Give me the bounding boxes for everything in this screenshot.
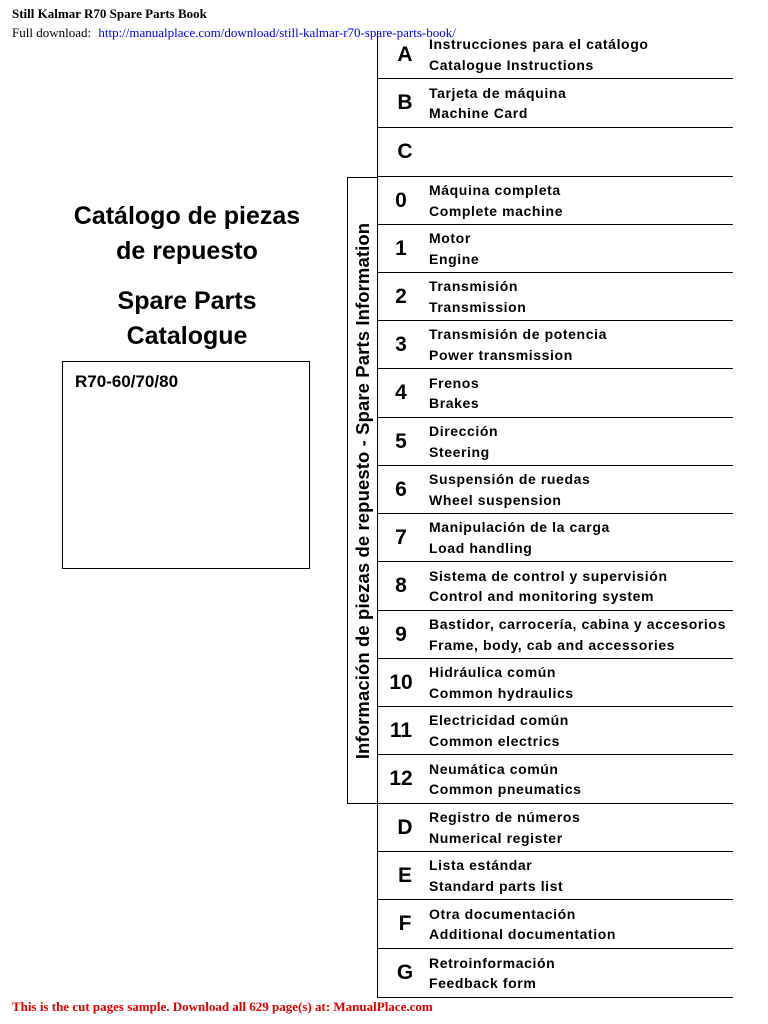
section-row[interactable] [377,611,733,659]
section-row[interactable] [377,900,733,949]
catalogue-title-english [62,284,312,354]
section-label-es: Hidráulica común [429,664,557,680]
section-key: 1 [395,236,407,260]
download-link[interactable]: http://manualplace.com/download/still-kalmar-r70-spare-parts-book/ [98,25,456,40]
title-en-line1: Spare Parts [117,287,257,315]
section-label-en: Control and monitoring system [429,588,655,604]
section-label-es: Bastidor, carrocería, cabina y accesorios [429,616,726,632]
section-labels [429,31,649,78]
section-key: F [398,912,412,935]
section-row[interactable] [377,177,733,225]
section-label-en: Common pneumatics [429,781,582,797]
section-label-en: Frame, body, cab and accessories [429,636,676,653]
section-labels [429,466,590,513]
section-key: 10 [389,670,413,694]
section-label-en: Steering [429,443,490,460]
vertical-section-label: Información de piezas de repuesto - Spare Parts Information [352,222,373,759]
section-label-es: Tarjeta de máquina [429,84,567,101]
section-label-es: Transmisión [429,278,519,294]
download-label: Full download: [12,25,92,40]
section-label-en: Brakes [429,395,480,411]
title-es-line2: de repuesto [116,237,258,265]
section-row[interactable] [377,369,733,418]
section-key: E [397,863,412,887]
section-row[interactable] [377,128,733,177]
section-labels [429,804,580,851]
section-labels [429,562,668,610]
section-row[interactable] [377,659,733,707]
section-label-en: Additional documentation [429,926,617,942]
document-header-title: Still Kalmar R70 Spare Parts Book [12,6,207,21]
footer-notice: This is the cut pages sample. Download all 629 page(s) at: ManualPlace.com [12,999,433,1014]
section-key: 3 [395,332,407,356]
model-box [62,361,310,569]
section-label-en: Common electrics [429,732,560,749]
section-labels [429,659,574,706]
title-es-line1: Catálogo de piezas [73,202,301,230]
section-label-en: Numerical register [429,829,563,846]
section-row[interactable] [377,273,733,321]
section-label-en: Engine [429,250,480,267]
section-row[interactable] [377,466,733,514]
section-key: C [397,140,413,163]
section-label-es: Manipulación de la carga [429,519,610,535]
section-key: 6 [395,477,407,501]
section-key: D [397,815,413,839]
section-label-es: Retroinformación [429,954,556,971]
section-row[interactable] [377,852,733,900]
section-key: 4 [395,381,407,404]
catalogue-title-spanish [62,199,312,269]
section-label-es: Otra documentación [429,905,576,922]
title-en-line2: Catalogue [126,322,248,350]
section-labels [429,852,563,899]
section-label-en: Standard parts list [429,877,564,894]
section-label-es: Motor [429,230,471,246]
section-labels [429,707,569,754]
section-labels [429,755,582,803]
section-key: 2 [395,284,407,308]
section-labels [429,514,610,561]
section-key: B [397,91,413,114]
section-label-es: Suspensión de ruedas [429,471,591,487]
spare-parts-info-bracket [347,177,378,804]
section-label-en: Catalogue Instructions [429,56,594,73]
section-label-en: Wheel suspension [429,491,562,508]
section-row[interactable] [377,321,733,369]
section-row[interactable] [377,755,733,804]
section-label-es: Transmisión de potencia [429,326,607,342]
section-labels [429,273,526,320]
section-key: 9 [395,622,407,646]
section-label-es: Registro de números [429,809,581,825]
section-row[interactable] [377,418,733,466]
section-label-en: Machine Card [429,105,528,121]
section-labels [429,225,479,272]
section-label-en: Transmission [429,298,527,315]
section-labels [429,611,726,658]
section-key: 0 [395,188,407,212]
section-labels [429,949,555,997]
section-key: A [397,42,413,66]
section-label-es: Máquina completa [429,182,561,198]
section-label-en: Power transmission [429,346,573,363]
section-row[interactable] [377,225,733,273]
section-labels [429,321,607,368]
section-label-es: Neumática común [429,760,559,777]
section-row[interactable] [377,804,733,852]
section-label-en: Feedback form [429,975,537,991]
section-label-es: Sistema de control y supervisión [429,567,668,584]
section-label-en: Complete machine [429,202,564,219]
section-labels [429,900,616,948]
section-label-en: Load handling [429,539,533,556]
model-number: R70-60/70/80 [75,372,179,391]
section-labels [429,79,566,127]
section-label-es: Lista estándar [429,857,533,873]
section-row[interactable] [377,707,733,755]
section-key: 5 [395,429,407,453]
section-row[interactable] [377,514,733,562]
section-label-es: Electricidad común [429,712,569,728]
download-line [12,25,456,41]
section-label-es: Dirección [429,423,499,439]
section-label-es: Frenos [429,374,480,391]
section-label-en: Common hydraulics [429,684,574,701]
section-key: 11 [389,718,413,742]
section-row[interactable] [377,79,733,128]
section-key: 12 [389,767,413,790]
section-row[interactable] [377,562,733,611]
section-labels [429,369,479,417]
section-row[interactable] [377,949,733,998]
section-key: G [396,961,414,984]
section-key: 8 [395,574,407,597]
section-key: 7 [395,525,407,549]
section-label-es: Instrucciones para el catálogo [429,36,649,52]
section-labels [429,418,498,465]
section-labels [429,177,563,224]
